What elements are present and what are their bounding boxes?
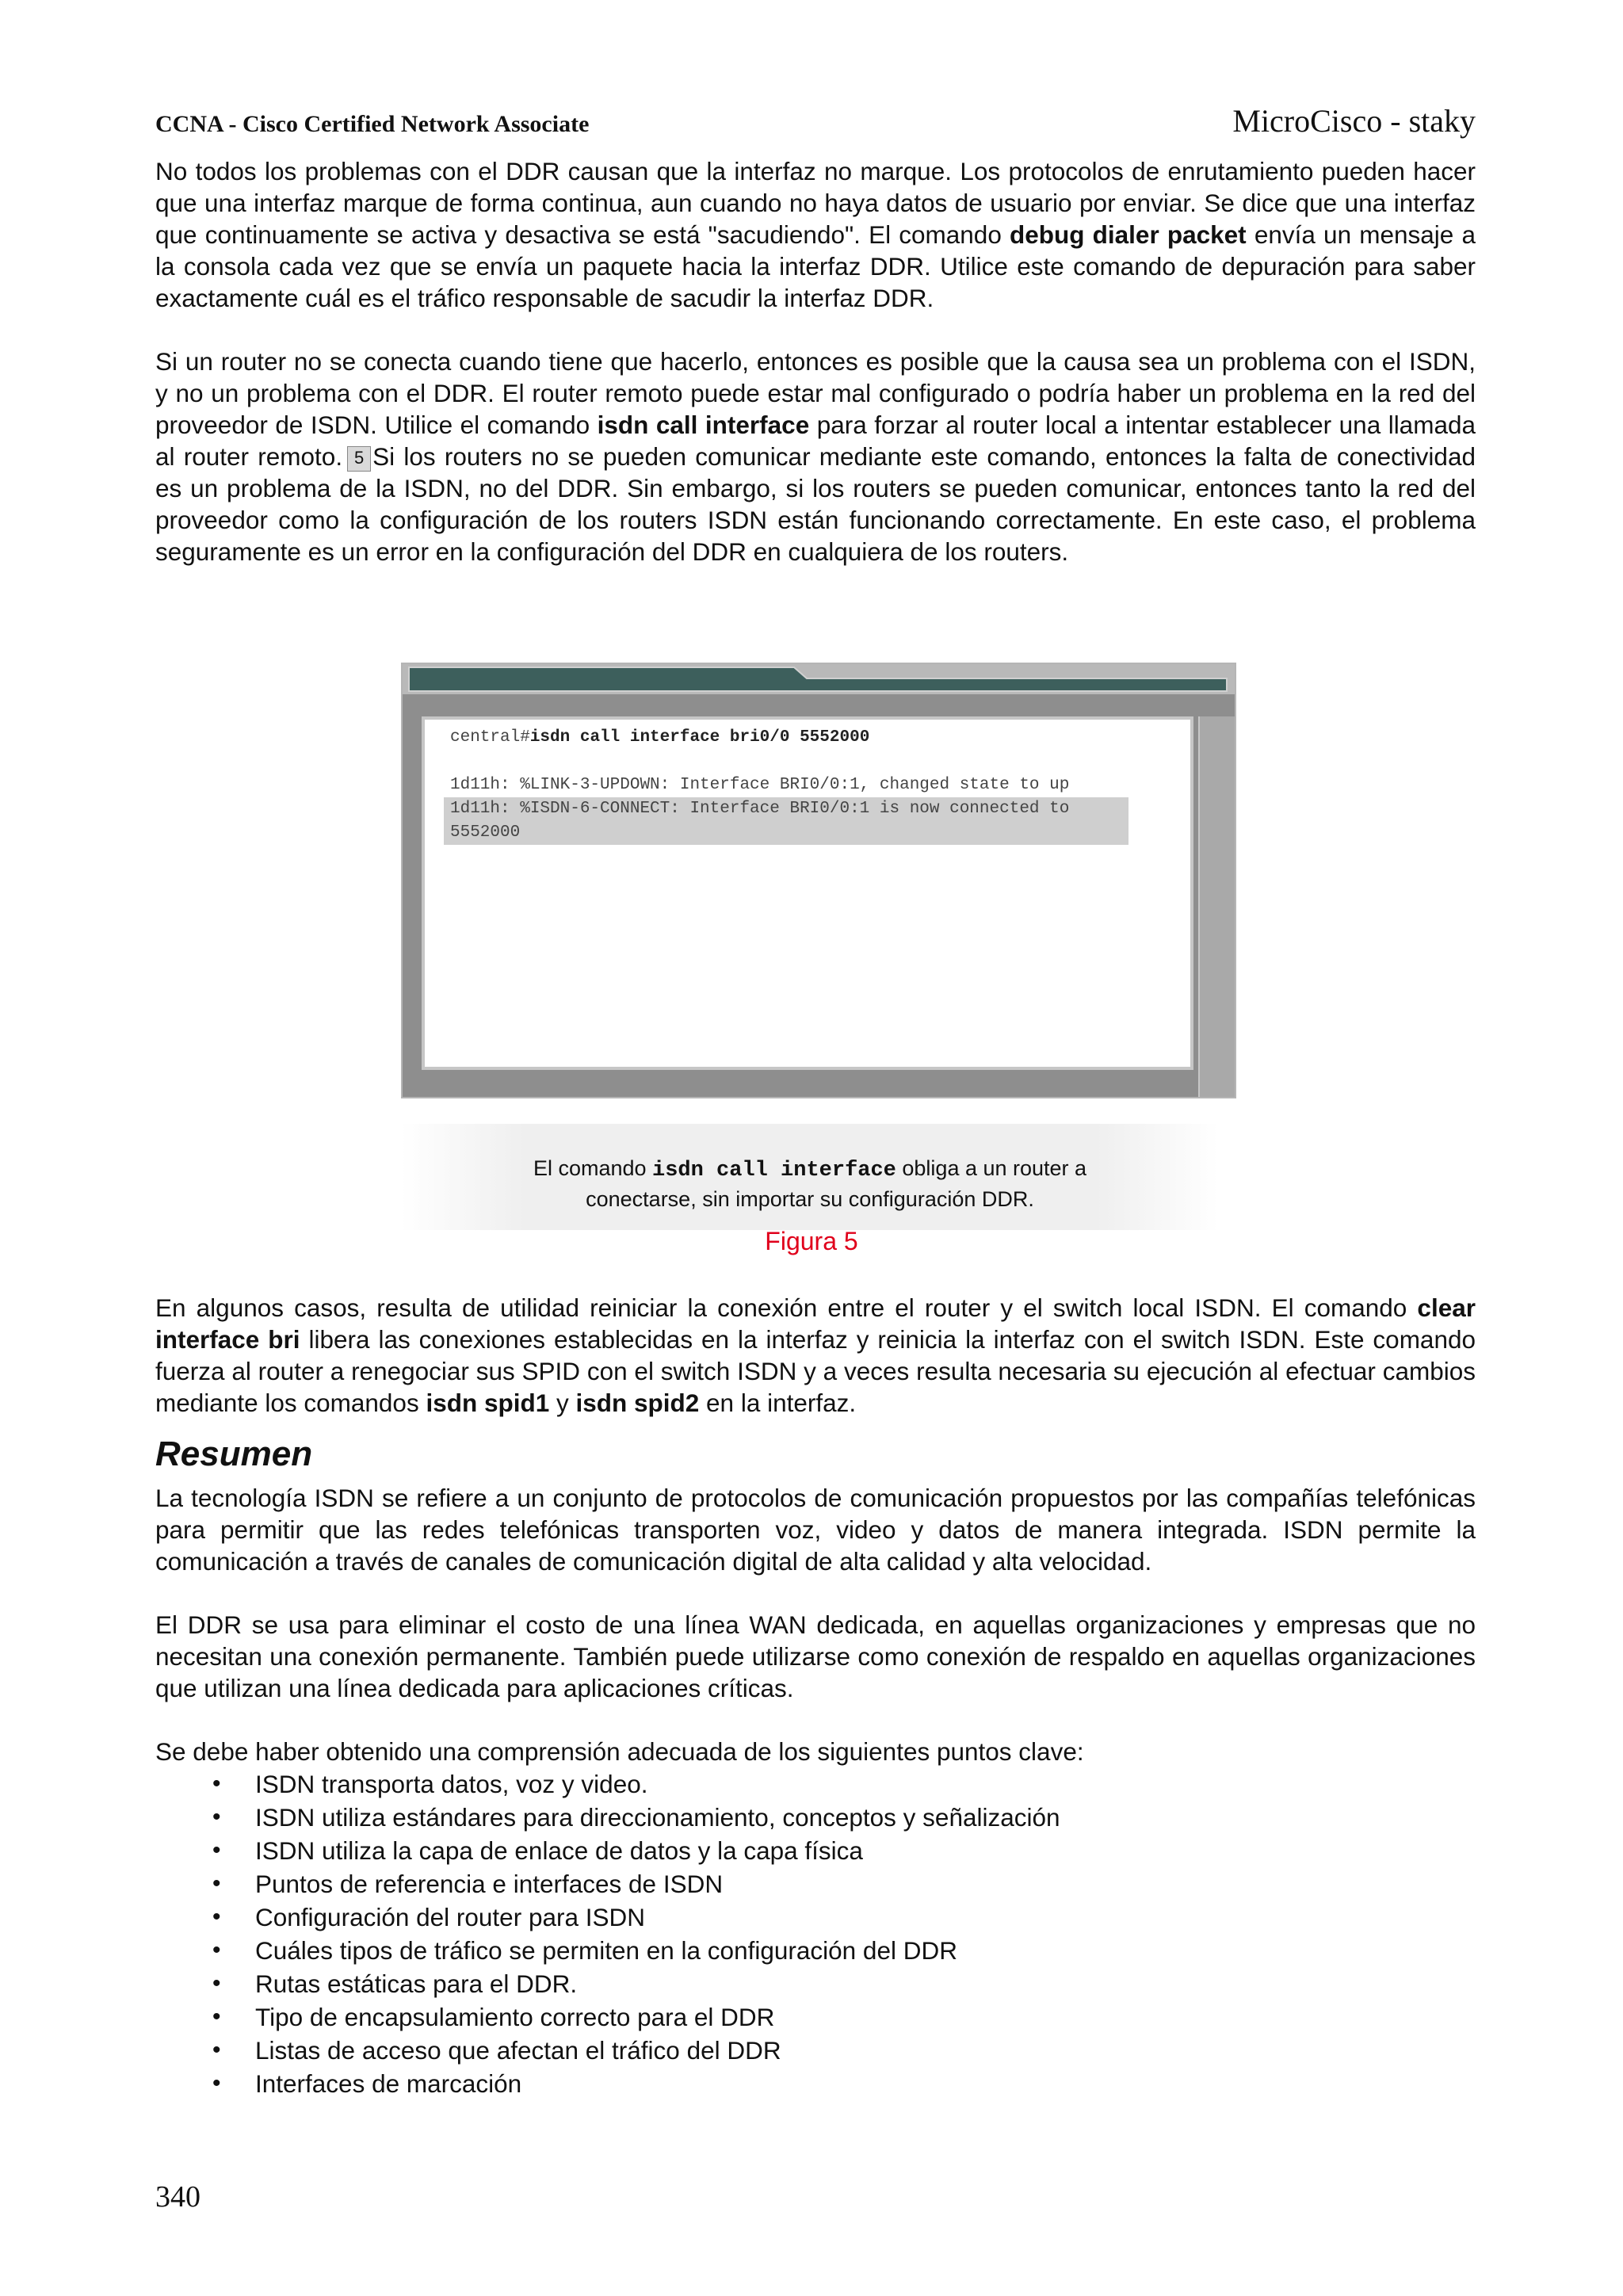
figure-label: Figura 5 [765,1227,858,1255]
terminal-screen [422,716,1193,1070]
list-item: • Tipo de encapsulamiento correcto para el DDR [155,2000,1476,2034]
body-top [155,155,1476,567]
list-item: • Cuáles tipos de tráfico se permiten en la configuración del DDR [155,1934,1476,1967]
body-bottom [155,1292,1476,2100]
list-item: • Interfaces de marcación [155,2067,1476,2100]
paragraph-gap [155,314,1476,346]
cmd-isdn-spid2: isdn spid2 [575,1389,700,1417]
figure-5 [401,663,1236,1098]
resumen-paragraph-1: La tecnología ISDN se refiere a un conjunto de protocolos de comunicación propuestos por las compañías telefónicas para permitir que las redes telefónicas transporten voz, video y datos de manera integrada. ISDN permite la comunicación a través de canales de comunicación digital de alta calidad y alta velocidad. [155,1484,1476,1576]
terminal-frame [401,663,1236,1098]
paragraph-debug-dialer: No todos los problemas con el DDR causan que la interfaz no marque. Los protocolos de enrutamiento pueden hacer que una interfaz marque de forma continua, aun cuando no haya datos de usuario por enviar. Se dice que una interfaz que continuamente se activa y desactiva se está "sacudiendo". El comando debug dialer packet envía un mensaje a la consola cada vez que se envía un paquete hacia la interfaz DDR. Utilice este comando de depuración para saber exactamente cuál es el tráfico responsable de sacudir la interfaz DDR. [155,157,1476,312]
cmd-clear-interface-bri: clear interface bri [155,1293,1476,1354]
paragraph-gap [155,1577,1476,1609]
terminal-prompt: central# [450,728,530,747]
resumen-paragraph-2: El DDR se usa para eliminar el costo de una línea WAN dedicada, en aquellas organizaciones y empresas que no necesitan una conexión permanente. También puede utilizarse como conexión de respaldo en aquellas organizaciones que utilizan una línea dedicada para aplicaciones críticas. [155,1610,1476,1702]
terminal-command-line [450,726,869,750]
header-author: MicroCisco - staky [1232,103,1476,139]
list-item: • ISDN transporta datos, voz y video. [155,1767,1476,1801]
key-points-list [155,1767,1476,2100]
terminal-output-line: 1d11h: %LINK-3-UPDOWN: Interface BRI0/0:1, changed state to up [450,776,1070,794]
terminal-output-line: 5552000 [450,823,521,842]
paragraph-gap [155,1704,1476,1736]
paragraph-clear-interface: En algunos casos, resulta de utilidad reiniciar la conexión entre el router y el switch local ISDN. El comando clear interface bri libera las conexiones establecidas en la interfaz y reinicia la interfaz con el switch ISDN. Este comando fuerza al router a renegociar sus SPID con el switch ISDN y a veces resulta necesaria su ejecución al efectuar cambios mediante los comandos isdn spid1 y isdn spid2 en la interfaz. [155,1293,1476,1417]
cmd-isdn-call-interface: isdn call interface [597,411,810,439]
paragraph-isdn-call: Si un router no se conecta cuando tiene que hacerlo, entonces es posible que la causa sea un problema con el ISDN, y no un problema con el DDR. El router remoto puede estar mal configurado o podría haber un problema en la red del proveedor de ISDN. Utilice el comando isdn call interface para forzar al router local a intentar establecer una llamada al router remoto. 5 Si los routers no se pueden comunicar mediante este comando, entonces la falta de conectividad es un problema de la ISDN, no del DDR. Sin embargo, si los routers se pueden comunicar, entonces tanto la red del proveedor como la configuración de los routers ISDN están funcionando correctamente. En este caso, el problema seguramente es un error en la configuración del DDR en cualquiera de los routers. [155,347,1476,566]
cmd-debug-dialer-packet: debug dialer packet [1010,220,1247,249]
terminal-output-line: 1d11h: %ISDN-6-CONNECT: Interface BRI0/0:1 is now connected to [450,800,1070,818]
header-title: CCNA - Cisco Certified Network Associate [155,111,590,137]
resumen-paragraph-3: Se debe haber obtenido una comprensión adecuada de los siguientes puntos clave: [155,1737,1084,1766]
list-item: • Configuración del router para ISDN [155,1901,1476,1934]
figure-caption: El comando isdn call interface obliga a un router a conectarse, sin importar su configuración DDR. [401,1124,1219,1230]
list-item: • ISDN utiliza la capa de enlace de datos y la capa física [155,1834,1476,1867]
figure-reference-badge[interactable]: 5 [347,446,371,472]
list-item: • Puntos de referencia e interfaces de ISDN [155,1867,1476,1901]
page-header [155,97,1476,144]
terminal-side-panel [1198,716,1235,1097]
list-item: • Listas de acceso que afectan el tráfico del DDR [155,2034,1476,2067]
list-item: • ISDN utiliza estándares para direccionamiento, conceptos y señalización [155,1801,1476,1834]
page-number: 340 [155,2180,200,2214]
cmd-isdn-spid1: isdn spid1 [426,1389,550,1417]
list-item: • Rutas estáticas para el DDR. [155,1967,1476,2000]
terminal-tab-bar [403,664,1235,694]
terminal-command: isdn call interface bri0/0 5552000 [529,728,870,747]
caption-command: isdn call interface [652,1159,896,1182]
section-heading-resumen: Resumen [155,1435,313,1473]
